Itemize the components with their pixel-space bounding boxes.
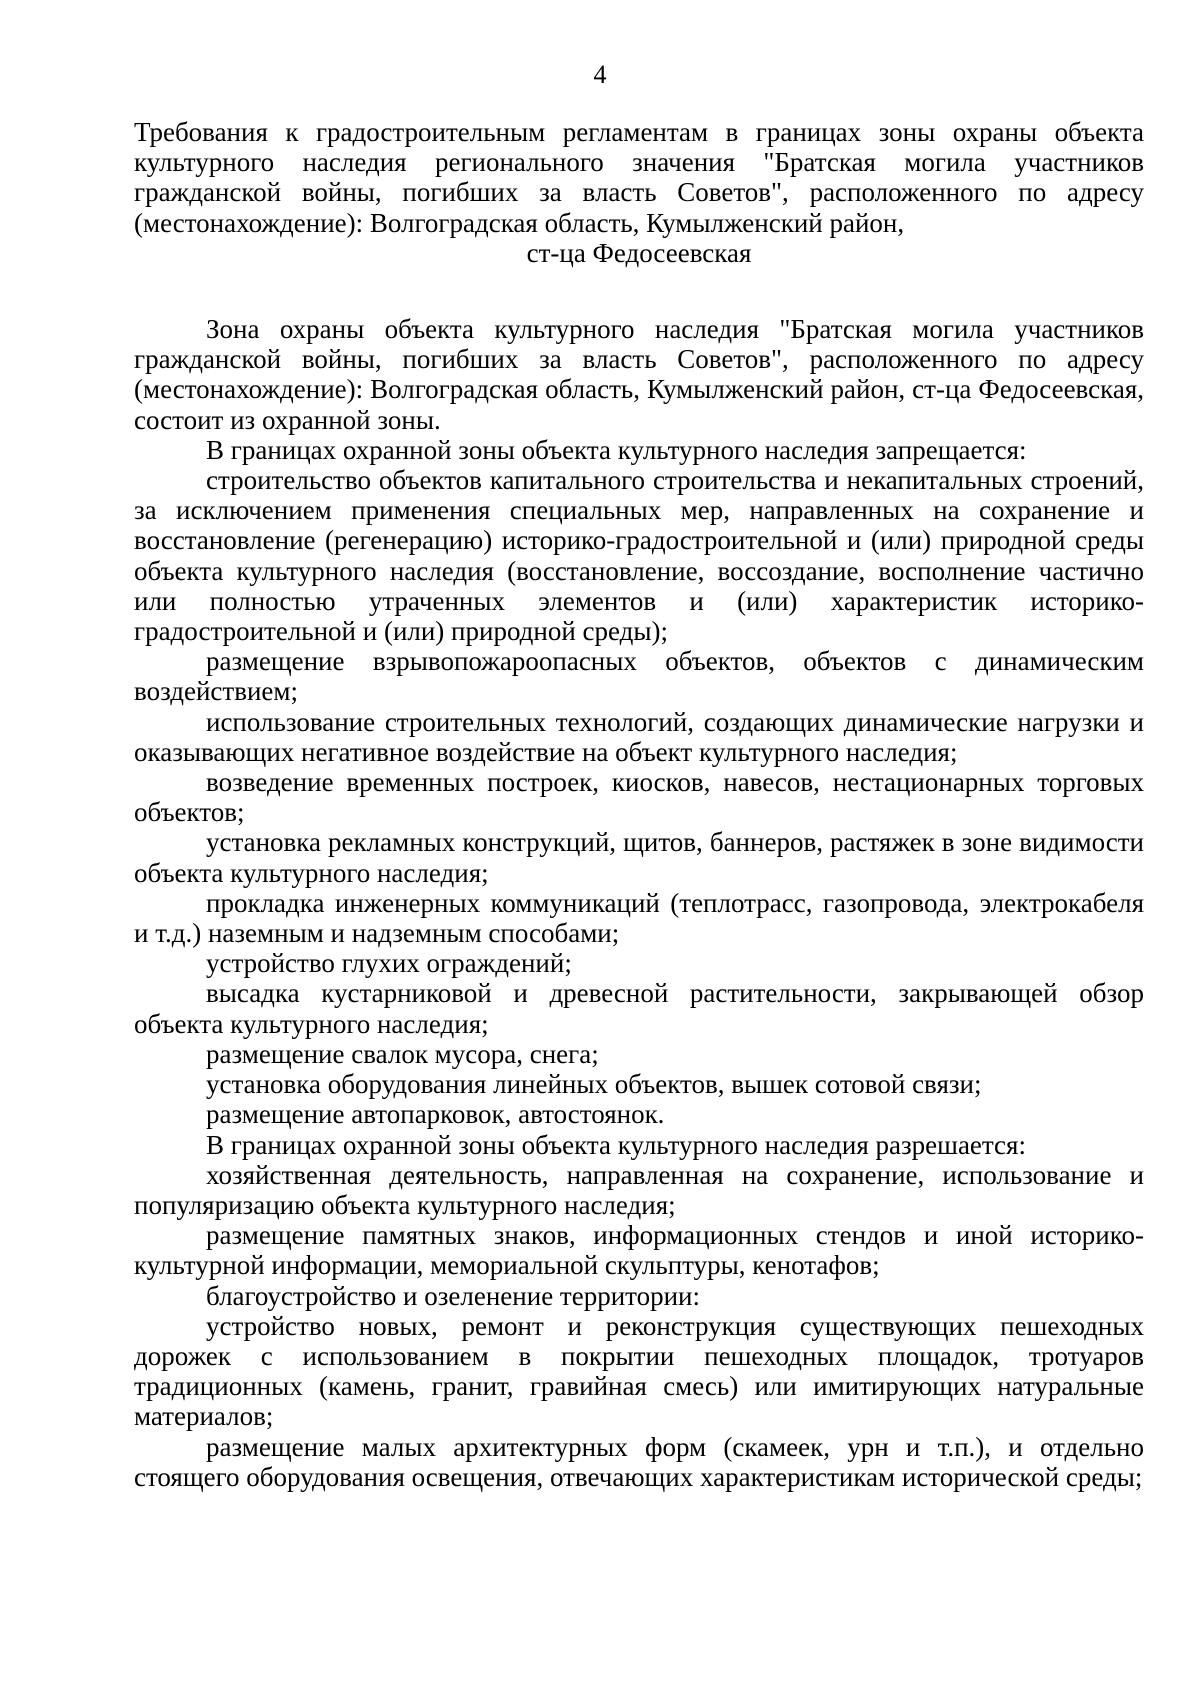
list-item-prohibited: возведение временных построек, киосков, навесов, нестационарных торговых объектов;: [134, 767, 1144, 828]
list-item-prohibited: строительство объектов капитального строительства и некапитальных строений, за исключением применения специальных мер, направленных на сохранение и восстановление (регенерацию) историко-градостроительной и (или) природной среды объекта культурного наследия (восстановление, воссоздание, восполнение частично или полностью утраченных элементов и (или) характеристик историко-градостроительной и (или) природной среды);: [134, 465, 1144, 647]
list-item-permitted: хозяйственная деятельность, направленная на сохранение, использование и популяризацию объекта культурного наследия;: [134, 1159, 1144, 1220]
list-item-prohibited: размещение автопарковок, автостоянок.: [206, 1099, 665, 1130]
list-item-prohibited: устройство глухих ограждений;: [206, 948, 572, 979]
document-title: Требования к градостроительным регламентам в границах зоны охраны объекта культурного наследия регионального значения "Братская могила участников гражданской войны, погибших за власть Советов", расположенного по адресу (местонахождение): Волгоградская область, Кумылженский район,: [134, 117, 1144, 238]
paragraph-zone-composition: Зона охраны объекта культурного наследия "Братская могила участников гражданской войны, погибших за власть Советов", расположенного по адресу (местонахождение): Волгоградская область, Кумылженский район, ст-ца Федосеевская, состоит из охранной зоны.: [134, 314, 1144, 435]
title-spacer: [134, 268, 1144, 314]
document-title-last-line: ст-ца Федосеевская: [526, 237, 752, 268]
list-item-permitted: размещение малых архитектурных форм (скамеек, урн и т.п.), и отдельно стоящего оборудования освещения, отвечающих характеристикам исторической среды;: [134, 1431, 1144, 1492]
list-item-permitted: размещение памятных знаков, информационных стендов и иной историко-культурной информации, мемориальной скульптуры, кенотафов;: [134, 1220, 1144, 1281]
list-item-prohibited: высадка кустарниковой и древесной растительности, закрывающей обзор объекта культурного наследия;: [134, 978, 1144, 1039]
list-item-permitted: устройство новых, ремонт и реконструкция существующих пешеходных дорожек с использованием в покрытии пешеходных площадок, тротуаров традиционных (камень, гранит, гравийная смесь) или имитирующих натуральные материалов;: [134, 1310, 1144, 1432]
list-item-permitted: благоустройство и озеленение территории:: [206, 1280, 701, 1311]
list-item-prohibited: установка рекламных конструкций, щитов, баннеров, растяжек в зоне видимости объекта культурного наследия;: [134, 827, 1144, 888]
list-item-prohibited: размещение взрывопожароопасных объектов, объектов с динамическим воздействием;: [134, 646, 1144, 707]
list-item-prohibited: прокладка инженерных коммуникаций (теплотрасс, газопровода, электрокабеля и т.д.) наземным и надземным способами;: [134, 887, 1144, 949]
page-number: 4: [593, 60, 607, 89]
list-item-prohibited: размещение свалок мусора, снега;: [206, 1038, 599, 1069]
paragraph-prohibited-heading: В границах охранной зоны объекта культурного наследия запрещается:: [206, 434, 1027, 465]
paragraph-permitted-heading: В границах охранной зоны объекта культурного наследия разрешается:: [206, 1129, 1026, 1160]
list-item-prohibited: использование строительных технологий, создающих динамические нагрузки и оказывающих негативное воздействие на объект культурного наследия;: [134, 706, 1144, 767]
document-body: [134, 117, 1144, 1492]
list-item-prohibited: установка оборудования линейных объектов, вышек сотовой связи;: [206, 1069, 982, 1100]
